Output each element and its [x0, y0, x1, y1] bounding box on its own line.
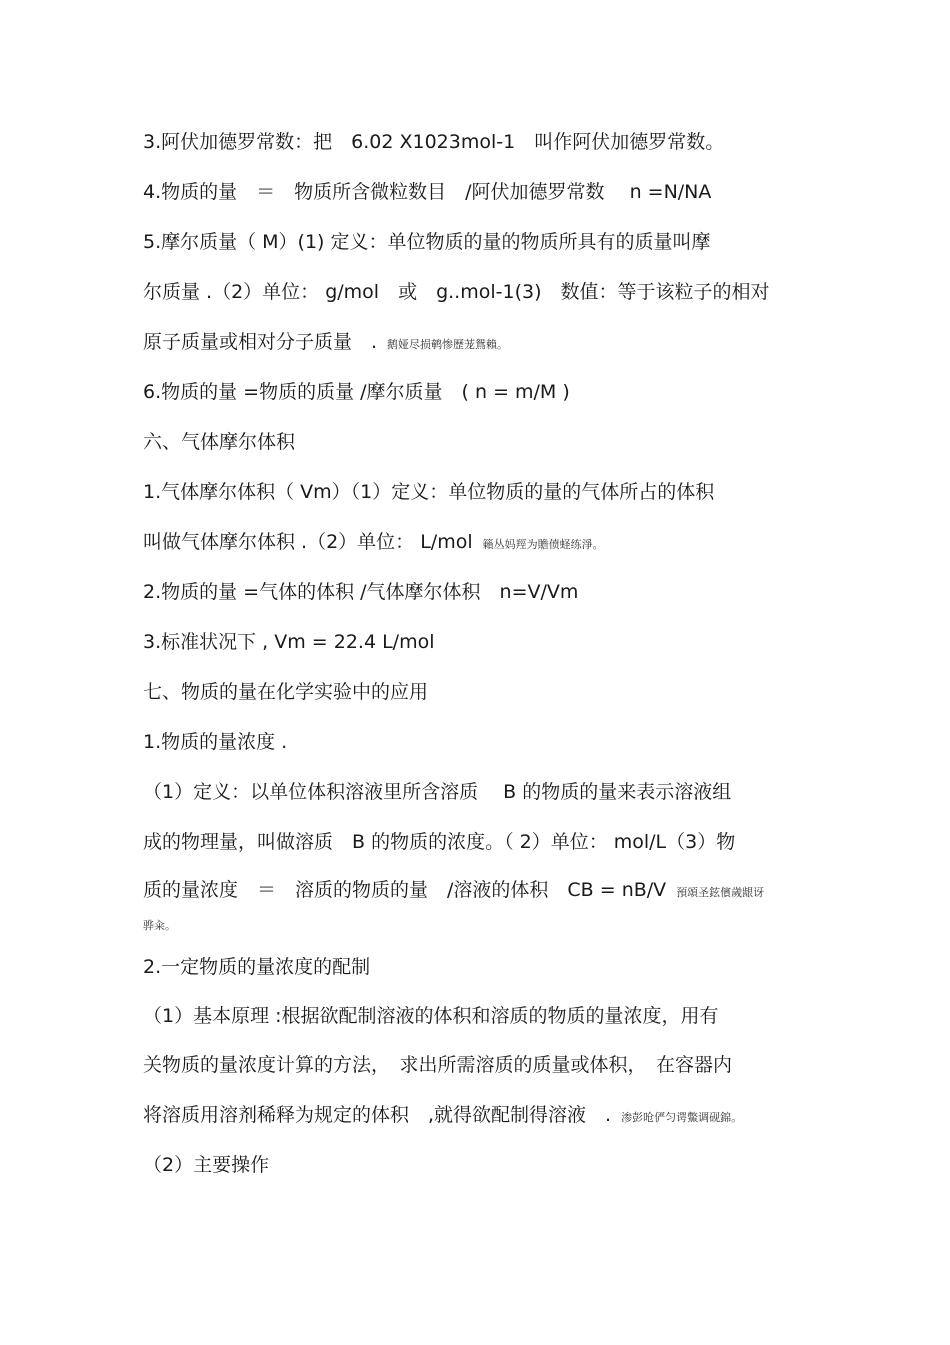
scrambled-note: 渗彭呛俨匀谔鱉调砚錦。	[621, 1111, 743, 1124]
text-line	[143, 230, 823, 254]
line-text: 成的物理量，叫做溶质 B 的物质的浓度。（ 2）单位： mol/L（3）物	[143, 831, 736, 853]
line-text: 原子质量或相对分子质量 .	[143, 331, 378, 353]
line-text: （1）定义：以单位体积溶液里所含溶质 B 的物质的量来表示溶液组	[143, 781, 732, 803]
line-text: 尔质量 .（2）单位： g/mol 或 g..mol-1(3) 数值：等于该粒子的相对	[143, 281, 770, 303]
text-line	[143, 919, 823, 933]
text-line	[143, 830, 823, 854]
scrambled-note: 鹅娅尽损鹌惨歷茏鴛賴。	[387, 338, 509, 351]
text-line	[143, 1004, 823, 1028]
line-text: 1.物质的量浓度 .	[143, 731, 288, 753]
line-text: 质的量浓度 ＝ 溶质的物质的量 /溶液的体积 CB = nB/V	[143, 879, 667, 901]
line-text: 5.摩尔质量（ M）(1) 定义：单位物质的量的物质所具有的质量叫摩	[143, 231, 711, 253]
text-line	[143, 180, 823, 204]
text-line	[143, 1053, 823, 1077]
section-heading	[143, 430, 823, 454]
text-line	[143, 580, 823, 604]
line-text: 6.物质的量 =物质的质量 /摩尔质量 ( n = m/M )	[143, 381, 570, 403]
text-line	[143, 380, 823, 404]
line-text: （1）基本原理 :根据欲配制溶液的体积和溶质的物质的量浓度，用有	[143, 1005, 719, 1027]
text-line	[143, 878, 823, 905]
line-text: 将溶质用溶剂稀释为规定的体积 ,就得欲配制得溶液 .	[143, 1104, 612, 1126]
line-text: 2.物质的量 =气体的体积 /气体摩尔体积 n=V/Vm	[143, 581, 579, 603]
text-line	[143, 480, 823, 504]
line-text: 叫做气体摩尔体积 .（2）单位： L/mol	[143, 531, 473, 553]
text-line	[143, 730, 823, 754]
line-text: 六、气体摩尔体积	[143, 431, 296, 453]
line-text: 4.物质的量 ＝ 物质所含微粒数目 /阿伏加德罗常数 n =N/NA	[143, 181, 712, 203]
text-line	[143, 530, 823, 557]
line-text: 3.标准状况下 , Vm = 22.4 L/mol	[143, 631, 435, 653]
line-text: 3.阿伏加德罗常数：把 6.02 X1023mol-1 叫作阿伏加德罗常数。	[143, 131, 725, 153]
text-line	[143, 630, 823, 654]
scrambled-note: 籟丛妈羥为贍偾蛏练淨。	[482, 538, 604, 551]
line-text: （2）主要操作	[143, 1154, 270, 1176]
line-text: 关物质的量浓度计算的方法， 求出所需溶质的质量或体积， 在容器内	[143, 1054, 733, 1076]
scrambled-note: 預頌圣鉉儐歲龈讶	[676, 886, 765, 899]
line-text: 七、物质的量在化学实验中的应用	[143, 681, 429, 703]
text-line	[143, 130, 823, 154]
line-text: 1.气体摩尔体积（ Vm）（1）定义：单位物质的量的气体所占的体积	[143, 481, 715, 503]
text-line	[143, 955, 823, 979]
text-line	[143, 280, 823, 304]
line-text: 2.一定物质的量浓度的配制	[143, 956, 371, 978]
text-line	[143, 1103, 823, 1130]
section-heading	[143, 680, 823, 704]
text-line	[143, 780, 823, 804]
text-line	[143, 1153, 823, 1177]
text-line	[143, 330, 823, 357]
scrambled-note: 骅籴。	[143, 919, 176, 932]
